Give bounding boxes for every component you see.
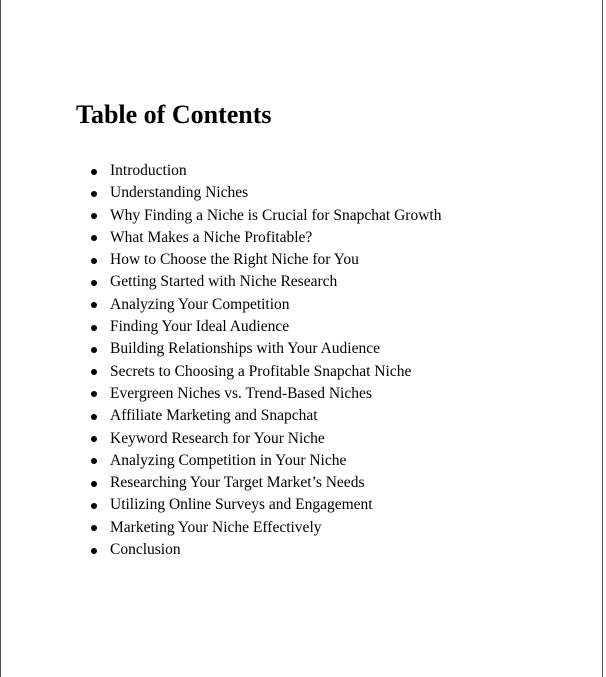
toc-item-label: Researching Your Target Market’s Needs — [110, 474, 365, 492]
toc-item-label: Understanding Niches — [110, 184, 249, 202]
toc-item-label: Introduction — [110, 162, 187, 179]
toc-item-label: Marketing Your Niche Effectively — [110, 518, 322, 536]
page-border-right — [602, 0, 603, 677]
toc-item-label: Conclusion — [110, 541, 181, 559]
toc-item-label: Analyzing Your Competition — [110, 295, 290, 313]
page-title: Table of Contents — [76, 100, 272, 129]
toc-item-label: Keyword Research for Your Niche — [110, 429, 325, 447]
bullet-icon — [91, 258, 97, 264]
toc-item-label: What Makes a Niche Profitable? — [110, 228, 313, 246]
bullet-icon — [91, 548, 97, 554]
bullet-icon — [91, 235, 97, 241]
toc-item-label: How to Choose the Right Niche for You — [110, 251, 359, 269]
toc-item-label: Evergreen Niches vs. Trend-Based Niches — [110, 384, 372, 402]
toc-item-label: Analyzing Competition in Your Niche — [110, 451, 347, 469]
bullet-icon — [91, 458, 97, 464]
bullet-icon — [91, 191, 97, 197]
bullet-icon — [91, 347, 97, 353]
bullet-icon — [91, 325, 97, 331]
toc-item-label: Getting Started with Niche Research — [110, 273, 338, 291]
document-page — [1, 0, 602, 677]
bullet-icon — [91, 481, 97, 487]
bullet-icon — [91, 503, 97, 509]
toc-item-label: Why Finding a Niche is Crucial for Snapchat Growth — [110, 206, 442, 224]
bullet-icon — [91, 436, 97, 442]
toc-item-label: Affiliate Marketing and Snapchat — [110, 407, 318, 425]
bullet-icon — [91, 302, 97, 308]
bullet-icon — [91, 414, 97, 420]
toc-item-label: Utilizing Online Surveys and Engagement — [110, 496, 373, 514]
bullet-icon — [91, 525, 97, 531]
bullet-icon — [91, 280, 97, 286]
bullet-icon — [91, 213, 97, 219]
toc-item-label: Building Relationships with Your Audience — [110, 340, 380, 358]
bullet-icon — [91, 391, 97, 397]
bullet-icon — [91, 169, 97, 175]
bullet-icon — [91, 369, 97, 375]
toc-item-label: Finding Your Ideal Audience — [110, 318, 290, 336]
toc-item-label: Secrets to Choosing a Profitable Snapchat Niche — [110, 362, 412, 380]
